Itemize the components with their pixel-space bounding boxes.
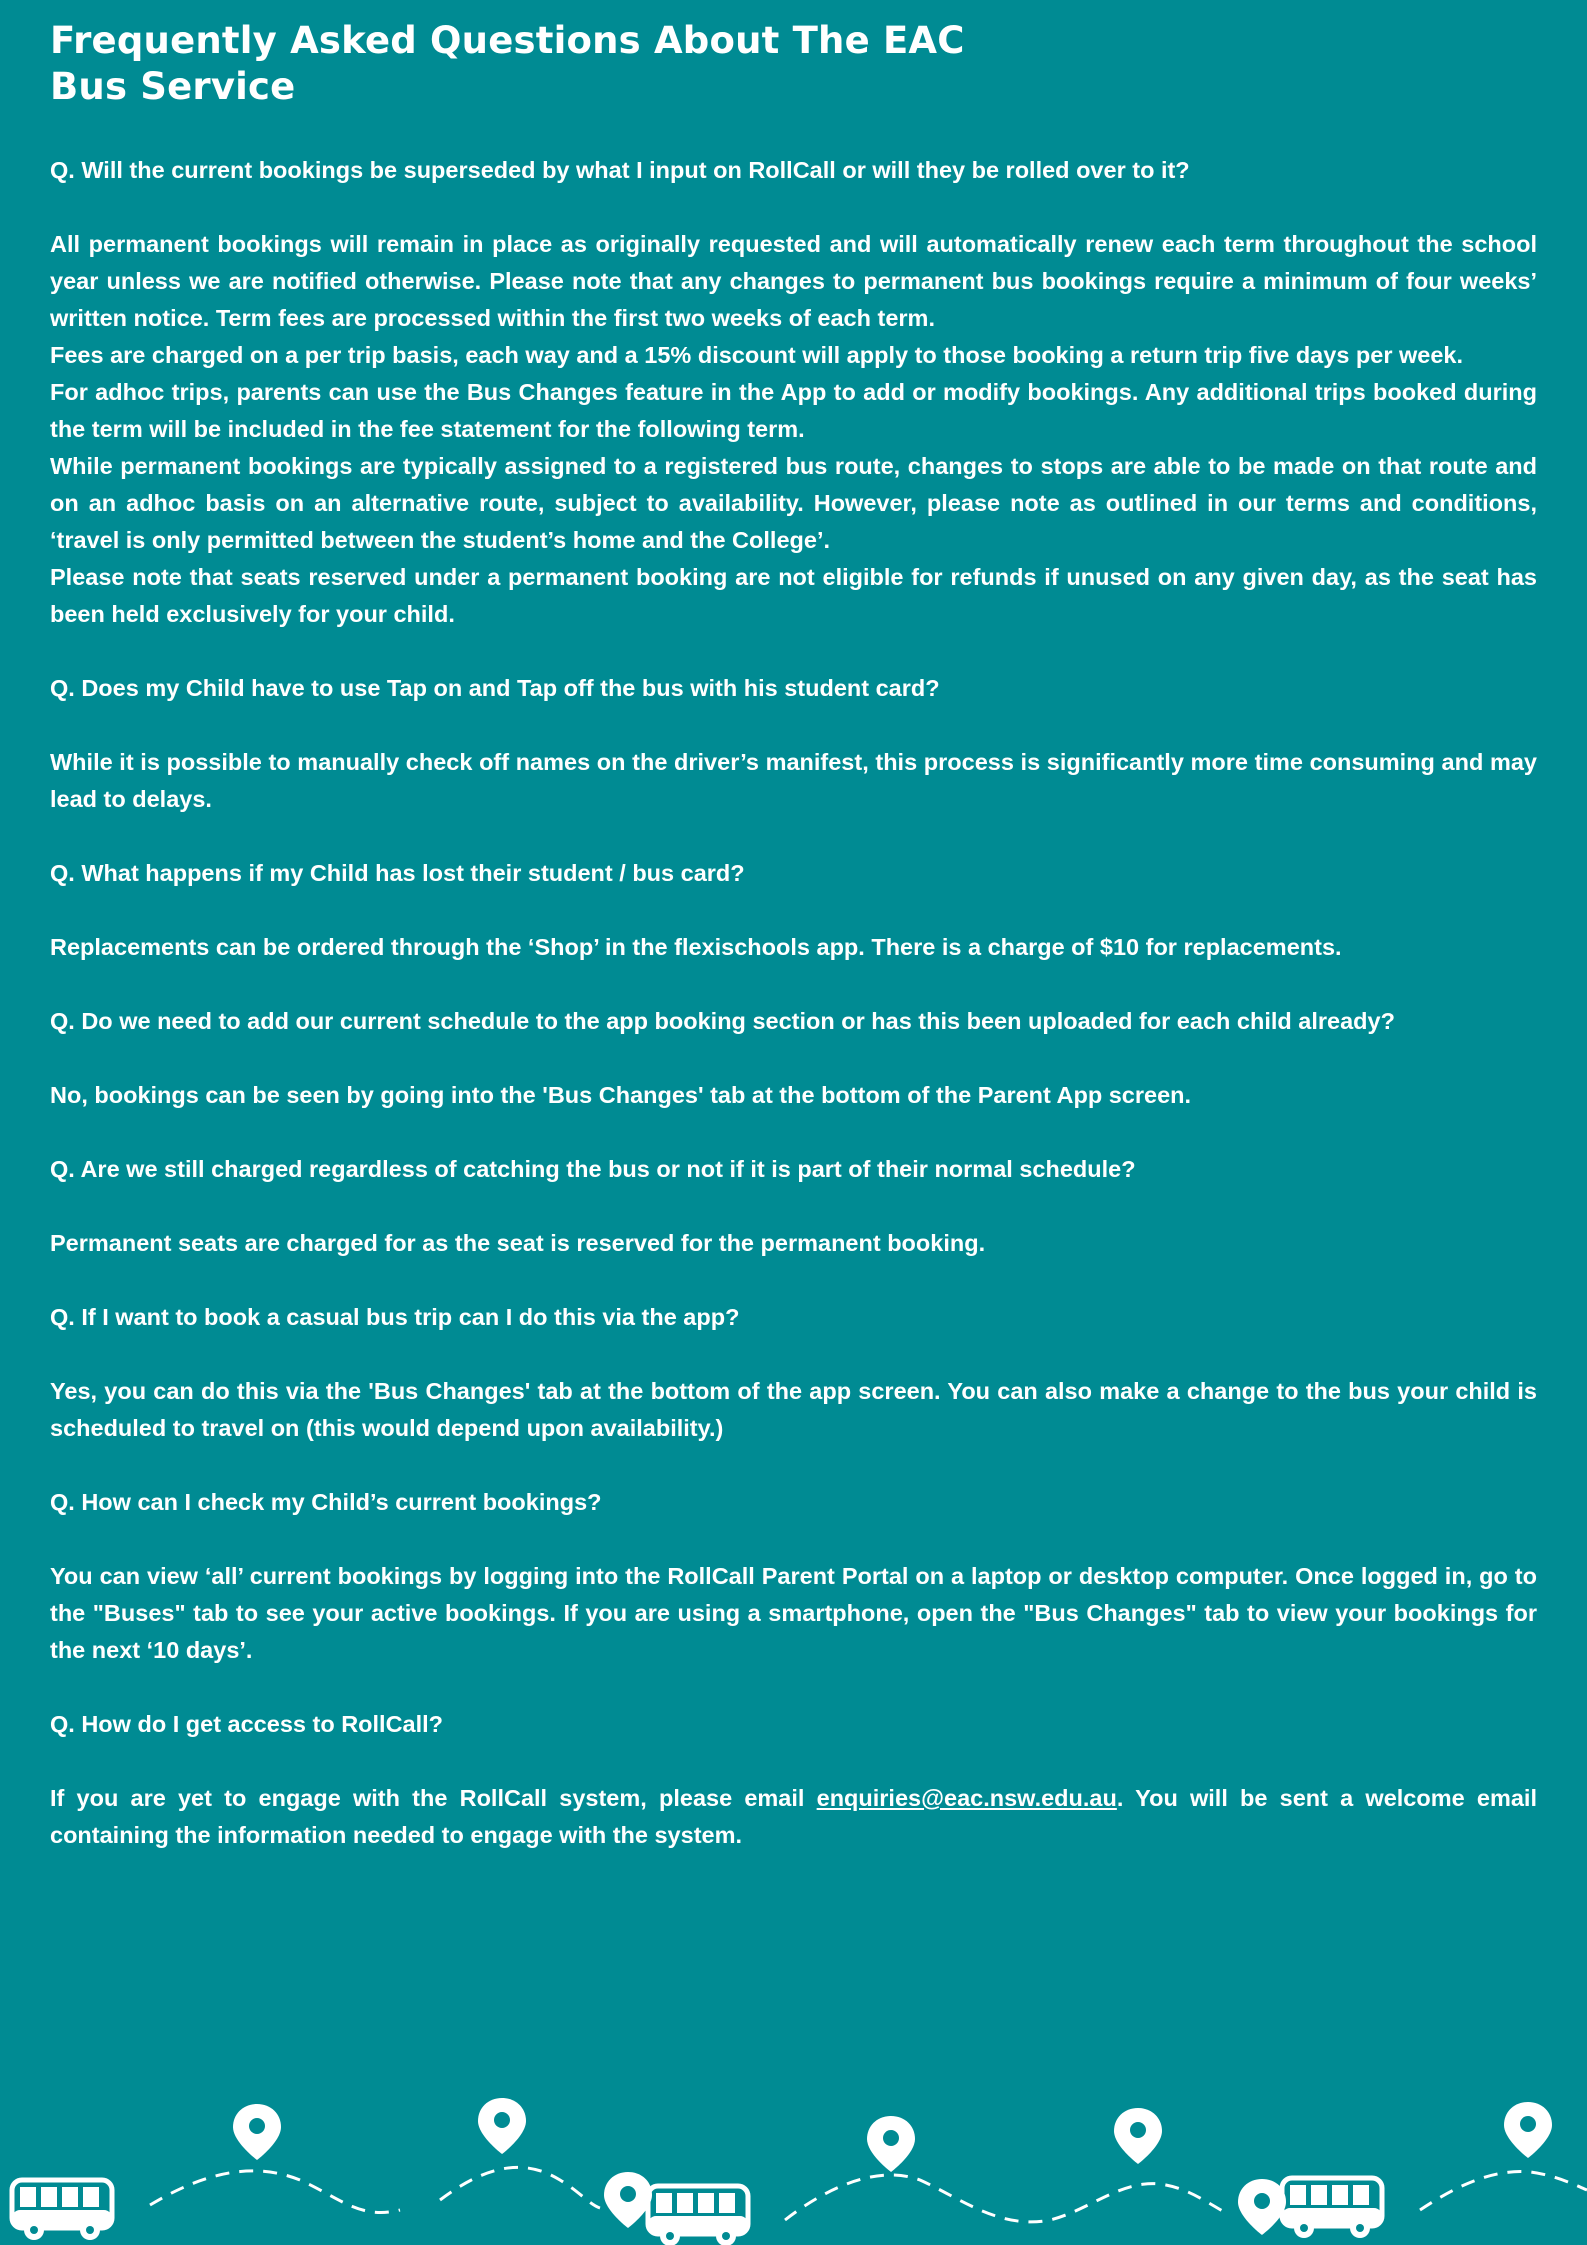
answer-paragraph: For adhoc trips, parents can use the Bus Changes feature in the App to add or modify bookings. Any additional trips booked during the term will be included in the fee statement for the following term. xyxy=(50,379,1537,442)
map-pin-icon xyxy=(867,2116,915,2172)
answer-paragraph: While permanent bookings are typically assigned to a registered bus route, changes to stops are able to be made on that route and on an adhoc basis on an alternative route, subject to availability. However, please note as outlined in our terms and conditions, ‘travel is only permitted between the student’s home and the College’. xyxy=(50,453,1537,553)
answer-paragraph: You can view ‘all’ current bookings by logging into the RollCall Parent Portal on a laptop or desktop computer. Once logged in, go to the "Buses" tab to see your active bookings. If you are using a smartphone, open the "Bus Changes" tab to view your bookings for the next ‘10 days’. xyxy=(50,1563,1537,1663)
faq-answer xyxy=(50,1780,1537,1854)
faq-question: Q. How do I get access to RollCall? xyxy=(50,1711,444,1737)
faq-answer xyxy=(50,744,1537,818)
faq-answer xyxy=(50,929,1537,966)
bus-icon xyxy=(12,2180,112,2240)
faq-page xyxy=(50,18,1537,1891)
dashed-route-line xyxy=(150,2171,400,2213)
answer-paragraph: Yes, you can do this via the 'Bus Changes' tab at the bottom of the app screen. You can also make a change to the bus your child is scheduled to travel on (this would depend upon availability.) xyxy=(50,1378,1537,1441)
page-title: Frequently Asked Questions About The EAC Bus Service xyxy=(50,19,965,108)
answer-paragraph: All permanent bookings will remain in place as originally requested and will automatically renew each term throughout the school year unless we are notified otherwise. Please note that any changes to permanent bus bookings require a minimum of four weeks’ written notice. Term fees are processed within the first two weeks of each term. xyxy=(50,231,1537,331)
dashed-route-line xyxy=(1420,2172,1587,2210)
faq-answer xyxy=(50,1077,1537,1114)
map-pin-icon xyxy=(1238,2179,1286,2235)
map-pin-icon xyxy=(233,2104,281,2160)
bus-icon xyxy=(648,2186,748,2245)
answer-paragraph: Please note that seats reserved under a permanent booking are not eligible for refunds if unused on any given day, as the seat has been held exclusively for your child. xyxy=(50,564,1537,627)
faq-question: Q. Does my Child have to use Tap on and Tap off the bus with his student card? xyxy=(50,675,940,701)
map-pin-icon xyxy=(1504,2102,1552,2158)
answer-paragraph xyxy=(50,1780,1537,1854)
dashed-route-line xyxy=(785,2175,1230,2222)
faq-answer xyxy=(50,1558,1537,1669)
faq-answer xyxy=(50,1373,1537,1447)
answer-text: If you are yet to engage with the RollCall system, please email xyxy=(50,1785,817,1811)
bus-route-illustration xyxy=(0,2080,1587,2245)
bus-icon xyxy=(1282,2178,1382,2238)
faq-question: Q. How can I check my Child’s current bookings? xyxy=(50,1489,602,1515)
answer-paragraph: Permanent seats are charged for as the seat is reserved for the permanent booking. xyxy=(50,1230,986,1256)
map-pin-icon xyxy=(478,2098,526,2154)
faq-answer xyxy=(50,226,1537,633)
faq-question: Q. What happens if my Child has lost their student / bus card? xyxy=(50,860,745,886)
answer-paragraph: Fees are charged on a per trip basis, each way and a 15% discount will apply to those booking a return trip five days per week. xyxy=(50,342,1464,368)
answer-paragraph: While it is possible to manually check off names on the driver’s manifest, this process is significantly more time consuming and may lead to delays. xyxy=(50,749,1537,812)
faq-question: Q. Do we need to add our current schedule to the app booking section or has this been uploaded for each child already? xyxy=(50,1008,1395,1034)
faq-question: Q. Are we still charged regardless of catching the bus or not if it is part of their normal schedule? xyxy=(50,1156,1136,1182)
faq-list xyxy=(50,152,1537,1854)
dashed-route-line xyxy=(440,2167,600,2208)
faq-answer xyxy=(50,1225,1537,1262)
faq-question: Q. Will the current bookings be superseded by what I input on RollCall or will they be rolled over to it? xyxy=(50,157,1190,183)
answer-paragraph: No, bookings can be seen by going into the 'Bus Changes' tab at the bottom of the Parent App screen. xyxy=(50,1082,1192,1108)
faq-question: Q. If I want to book a casual bus trip can I do this via the app? xyxy=(50,1304,740,1330)
answer-text: . You will be sent a welcome email containing the information needed to engage with the system. xyxy=(50,1785,1537,1848)
map-pin-icon xyxy=(1114,2108,1162,2164)
map-pin-icon xyxy=(604,2172,652,2228)
answer-paragraph: Replacements can be ordered through the ‘Shop’ in the flexischools app. There is a charge of $10 for replacements. xyxy=(50,934,1342,960)
email-link[interactable]: enquiries@eac.nsw.edu.au xyxy=(816,1785,1117,1811)
